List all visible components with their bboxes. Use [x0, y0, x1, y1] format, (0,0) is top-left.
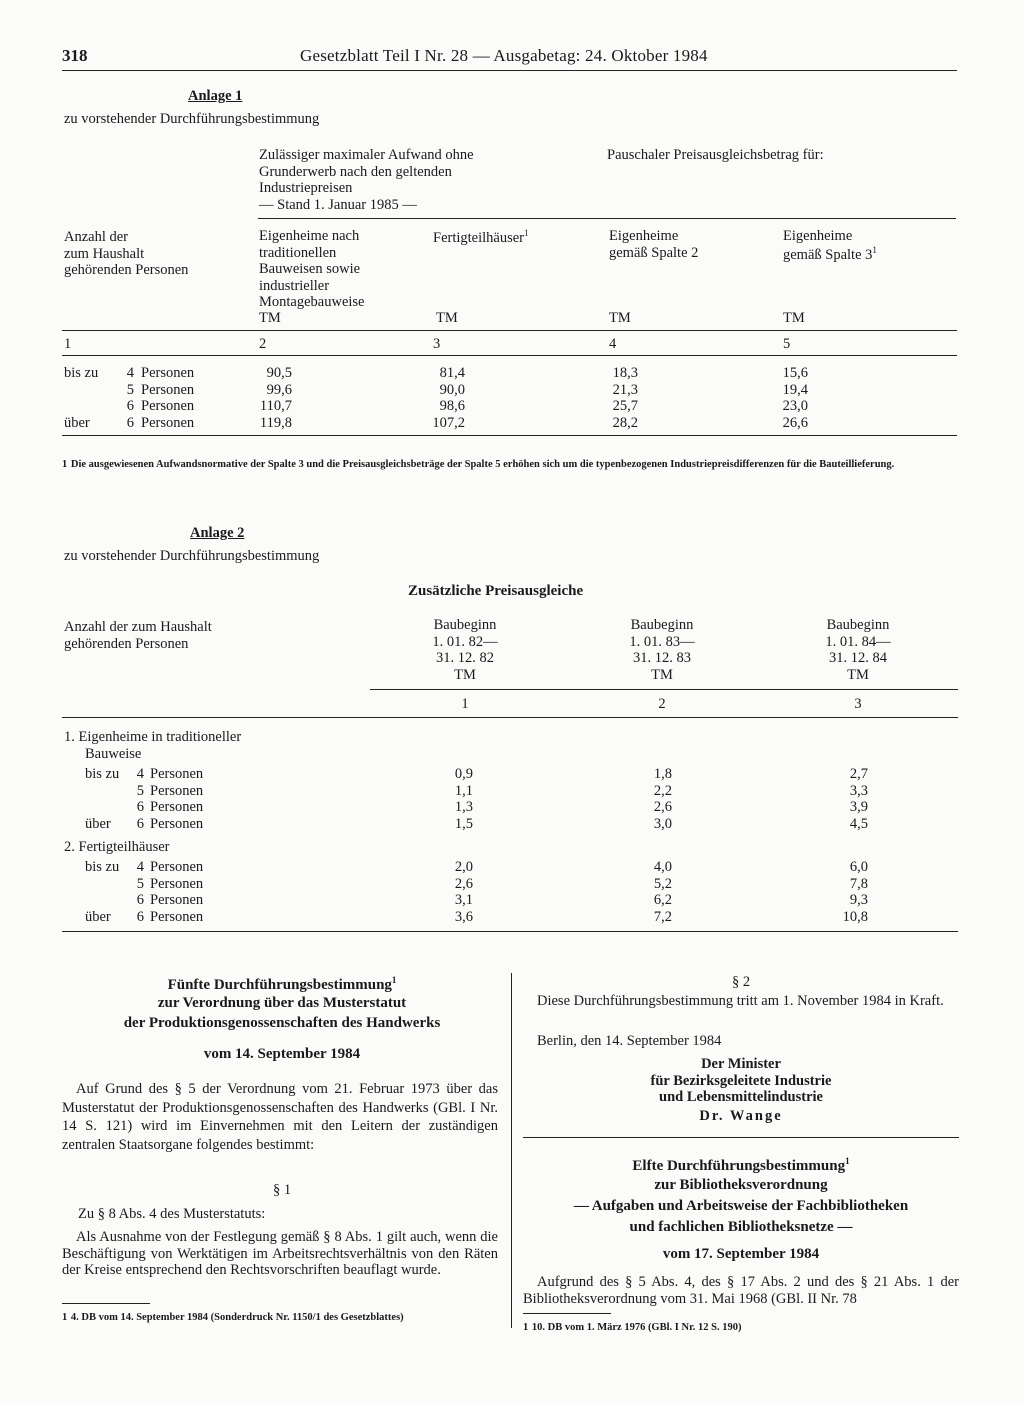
cell-value: 2,6	[454, 875, 473, 892]
row-count: 6	[136, 816, 144, 833]
row-label: Personen	[141, 365, 195, 381]
anlage2-rule-head	[370, 689, 958, 690]
title-text: — Aufgaben und Arbeitsweise der Fachbibliotheken	[573, 1198, 909, 1214]
cell-value: 7,8	[849, 875, 868, 892]
row-count: 5	[136, 875, 144, 892]
anlage1-group2-header: Pauschaler Preisausgleichsbetrag für:	[607, 147, 824, 163]
title-line	[523, 1156, 959, 1175]
header-line: Bauweisen sowie	[259, 261, 361, 277]
column-number: 3	[433, 336, 441, 352]
signature-line: und Lebensmittelindustrie	[659, 1089, 823, 1105]
header-text: gemäß Spalte 3	[783, 246, 873, 263]
cell-value: 2,6	[653, 799, 672, 816]
header-line: — Stand 1. Januar 1985 —	[259, 196, 417, 213]
row-label: Personen	[150, 766, 204, 782]
right-article-date: vom 17. September 1984	[662, 1246, 820, 1262]
page-header-title: Gesetzblatt Teil I Nr. 28 — Ausgabetag: 24. Oktober 1984	[300, 46, 708, 65]
column-header-line: Baubeginn	[826, 617, 890, 633]
cell-value: 6,0	[849, 858, 868, 875]
header-line: Eigenheime	[609, 228, 679, 244]
title-text: Elfte Durchführungsbestimmung	[632, 1158, 846, 1174]
row-label: Personen	[150, 816, 204, 833]
group-title: Bauweise	[85, 746, 142, 762]
row-prefix: über	[64, 414, 90, 431]
cell-value: 3,3	[849, 782, 868, 799]
cell-value: 1,8	[653, 766, 672, 782]
cell-value: 4,0	[653, 858, 672, 875]
title-line	[523, 1177, 959, 1194]
column-number: 1	[64, 336, 72, 352]
right-separator-rule	[523, 1137, 959, 1138]
left-section-1-text: Als Ausnahme von der Festlegung gemäß § 8 Abs. 1 gilt auch, wenn die Beschäftigung von Werktätigen im Arbeitsrechtsverhältnis von den Räten der Kreise entsprechend den Rechtsvorschriften beauflagt wurde.	[62, 1229, 498, 1278]
row-prefix: über	[85, 816, 111, 833]
row-label: Personen	[141, 414, 195, 431]
column-number: 2	[658, 696, 666, 712]
anlage1-unit-3: TM	[609, 310, 631, 326]
row-label: Personen	[150, 892, 204, 909]
row-prefix: über	[85, 908, 111, 925]
footnote-text: 10. DB vom 1. März 1976 (GBl. I Nr. 12 S. 190)	[531, 1322, 742, 1333]
footnote-mark: 1	[62, 1312, 68, 1323]
anlage1-heading: Anlage 1	[188, 88, 243, 104]
left-footnote-rule	[62, 1303, 150, 1304]
title-line	[62, 975, 502, 994]
column-number: 5	[783, 336, 791, 352]
column-header-line: TM	[651, 666, 673, 683]
row-prefix: bis zu	[85, 766, 120, 782]
anlage1-col2-header	[433, 228, 529, 247]
title-line	[62, 995, 502, 1012]
row-count: 6	[136, 892, 144, 909]
footnote-text: 4. DB vom 14. September 1984 (Sonderdruck Nr. 1150/1 des Gesetzblattes)	[70, 1312, 404, 1323]
title-text: zur Verordnung über das Musterstatut	[157, 995, 407, 1011]
column-header-line: 31. 12. 83	[633, 650, 691, 666]
cell-value: 2,0	[454, 858, 473, 875]
header-rule	[62, 70, 957, 71]
row-label: Personen	[141, 398, 195, 414]
cell-value: 6,2	[653, 892, 672, 909]
cell-value: 1,3	[454, 799, 473, 816]
group-title: 1. Eigenheime in traditioneller	[64, 729, 242, 745]
title-line	[523, 1219, 959, 1236]
left-section-1-heading: Zu § 8 Abs. 4 des Musterstatuts:	[78, 1206, 266, 1222]
anlage1-group-rule	[258, 218, 956, 219]
title-text: Fünfte Durchführungsbestimmung	[167, 977, 392, 993]
header-line: traditionellen	[259, 244, 337, 261]
anlage2-rule-numbers	[62, 717, 958, 718]
anlage2-heading: Anlage 2	[190, 525, 245, 541]
cell-value: 19,4	[782, 381, 808, 398]
cell-value: 26,6	[782, 414, 808, 431]
footnote-ref: 1	[845, 1156, 850, 1166]
title-text: und fachlichen Bibliotheksnetze —	[629, 1219, 853, 1235]
header-line: Eigenheime nach	[259, 228, 360, 244]
row-prefix: bis zu	[64, 365, 99, 381]
cell-value: 3,6	[454, 908, 473, 925]
column-number: 4	[609, 336, 617, 352]
cell-value: 2,2	[653, 782, 672, 799]
row-count: 4	[136, 858, 144, 875]
column-divider	[511, 973, 512, 1328]
anlage1-rule-mid	[62, 330, 957, 331]
cell-value: 15,6	[782, 365, 808, 381]
column-header-line: TM	[847, 666, 869, 683]
cell-value: 110,7	[259, 398, 292, 414]
cell-value: 90,5	[266, 365, 292, 381]
column-number: 3	[854, 696, 862, 712]
header-line: Industriepreisen	[259, 180, 353, 196]
row-label: Personen	[150, 908, 204, 925]
left-section-1: § 1	[272, 1182, 292, 1198]
header-line: zum Haushalt	[64, 245, 145, 262]
cell-value: 18,3	[612, 365, 638, 381]
column-header-line: Baubeginn	[630, 617, 694, 633]
anlage2-subheading: zu vorstehender Durchführungsbestimmung	[64, 548, 320, 564]
left-article-date: vom 14. September 1984	[203, 1046, 361, 1062]
anlage1-rule-bottom	[62, 435, 957, 436]
cell-value: 23,0	[782, 398, 808, 414]
cell-value: 90,0	[439, 381, 465, 398]
right-section-2: § 2	[731, 974, 751, 990]
cell-value: 28,2	[612, 414, 638, 431]
cell-value: 0,9	[454, 766, 473, 782]
cell-value: 98,6	[439, 398, 465, 414]
anlage2-rule-bottom	[62, 931, 958, 932]
column-number: 1	[461, 696, 469, 712]
header-line: Anzahl der	[64, 229, 129, 245]
cell-value: 3,9	[849, 799, 868, 816]
right-footnote-rule	[523, 1313, 611, 1314]
cell-value: 5,2	[653, 875, 672, 892]
header-line: Montagebauweise	[259, 294, 365, 310]
cell-value: 21,3	[612, 381, 638, 398]
anlage1-subheading: zu vorstehender Durchführungsbestimmung	[64, 111, 320, 127]
right-article-intro: Aufgrund des § 5 Abs. 4, des § 17 Abs. 2 und des § 21 Abs. 1 der Bibliotheksverordnung vom 31. Mai 1968 (GBl. II Nr. 78	[523, 1274, 959, 1307]
header-line: Grunderwerb nach den geltenden	[259, 163, 452, 180]
row-label: Personen	[150, 875, 204, 892]
cell-value: 3,1	[454, 892, 473, 909]
footnote-mark: 1	[523, 1322, 529, 1333]
cell-value: 3,0	[653, 816, 672, 833]
column-header-line: 1. 01. 82—	[432, 633, 498, 650]
title-line	[62, 1015, 502, 1032]
footnote-ref: 1	[524, 228, 529, 238]
cell-value: 7,2	[653, 908, 672, 925]
left-article-intro: Auf Grund des § 5 der Verordnung vom 21. Februar 1973 über das Musterstatut der Produktionsgenossenschaften des Handwerks (GBl. I Nr. 14 S. 121) wird im Einvernehmen mit den Leitern der zuständigen zentralen Staatsorgane folgendes bestimmt:	[62, 1081, 498, 1153]
header-line: Zulässiger maximaler Aufwand ohne	[259, 147, 474, 163]
header-line: Eigenheime	[783, 228, 853, 244]
row-count: 6	[126, 398, 134, 414]
cell-value: 25,7	[612, 398, 638, 414]
row-label: Personen	[150, 799, 204, 816]
row-label: Personen	[150, 782, 204, 799]
anlage2-table-title: Zusätzliche Preisausgleiche	[408, 583, 584, 599]
title-line	[523, 1198, 959, 1215]
anlage1-footnote	[62, 457, 957, 471]
row-count: 4	[136, 766, 144, 782]
cell-value: 1,1	[454, 782, 473, 799]
signature-line: Der Minister	[701, 1056, 781, 1072]
cell-value: 9,3	[849, 892, 868, 909]
signature-line: für Bezirksgeleitete Industrie	[650, 1072, 832, 1089]
footnote-ref: 1	[391, 975, 397, 985]
column-header-line: 31. 12. 84	[829, 650, 887, 666]
cell-value: 10,8	[842, 908, 868, 925]
group-title: 2. Fertigteilhäuser	[64, 838, 170, 855]
right-place-date: Berlin, den 14. September 1984	[537, 1033, 722, 1049]
header-line: industrieller	[259, 277, 330, 294]
anlage1-col2-label: Fertigteilhäuser	[433, 229, 525, 246]
footnote-mark: 1	[62, 459, 68, 470]
header-line	[783, 245, 877, 264]
column-header-line: 1. 01. 83—	[629, 633, 695, 650]
footnote-text: Die ausgewiesenen Aufwandsnormative der Spalte 3 und die Preisausgleichsbeträge der Spalte 5 erhöhen sich um die typenbezogenen Industriepreisdifferenzen für die Bauteillieferung.	[70, 459, 895, 470]
cell-value: 4,5	[849, 816, 868, 833]
row-count: 6	[126, 414, 134, 431]
cell-value: 1,5	[454, 816, 473, 833]
row-count: 6	[136, 799, 144, 816]
right-section-2-text: Diese Durchführungsbestimmung tritt am 1. November 1984 in Kraft.	[537, 993, 944, 1009]
footnote-ref: 1	[872, 244, 877, 255]
header-line: gehörenden Personen	[64, 262, 189, 278]
row-label: Personen	[150, 858, 204, 875]
cell-value: 81,4	[439, 365, 465, 381]
cell-value: 107,2	[432, 414, 465, 431]
row-label: Personen	[141, 381, 195, 398]
title-text: der Produktionsgenossenschaften des Handwerks	[123, 1015, 441, 1031]
right-footnote	[523, 1318, 741, 1335]
row-count: 6	[136, 908, 144, 925]
header-line: gemäß Spalte 2	[609, 244, 699, 261]
signature-name: Dr. Wange	[699, 1108, 783, 1124]
column-header-line: Baubeginn	[433, 617, 497, 633]
page-number: 318	[62, 46, 88, 65]
cell-value: 119,8	[259, 414, 292, 431]
cell-value: 99,6	[266, 381, 292, 398]
row-count: 4	[126, 365, 134, 381]
row-count: 5	[136, 782, 144, 799]
left-footnote	[62, 1310, 498, 1324]
column-header-line: TM	[454, 666, 476, 683]
header-line: Anzahl der zum Haushalt	[64, 619, 212, 635]
column-header-line: 1. 01. 84—	[825, 633, 891, 650]
anlage1-unit-4: TM	[783, 310, 805, 326]
header-line: gehörenden Personen	[64, 635, 189, 652]
column-number: 2	[259, 336, 267, 352]
title-text: zur Bibliotheksverordnung	[654, 1177, 828, 1193]
column-header-line: 31. 12. 82	[436, 650, 494, 666]
anlage1-unit-1: TM	[259, 310, 281, 326]
row-prefix: bis zu	[85, 858, 120, 875]
row-count: 5	[126, 381, 134, 398]
anlage1-rule-numbers	[62, 355, 957, 356]
anlage1-unit-2: TM	[436, 310, 458, 326]
cell-value: 2,7	[849, 766, 868, 782]
